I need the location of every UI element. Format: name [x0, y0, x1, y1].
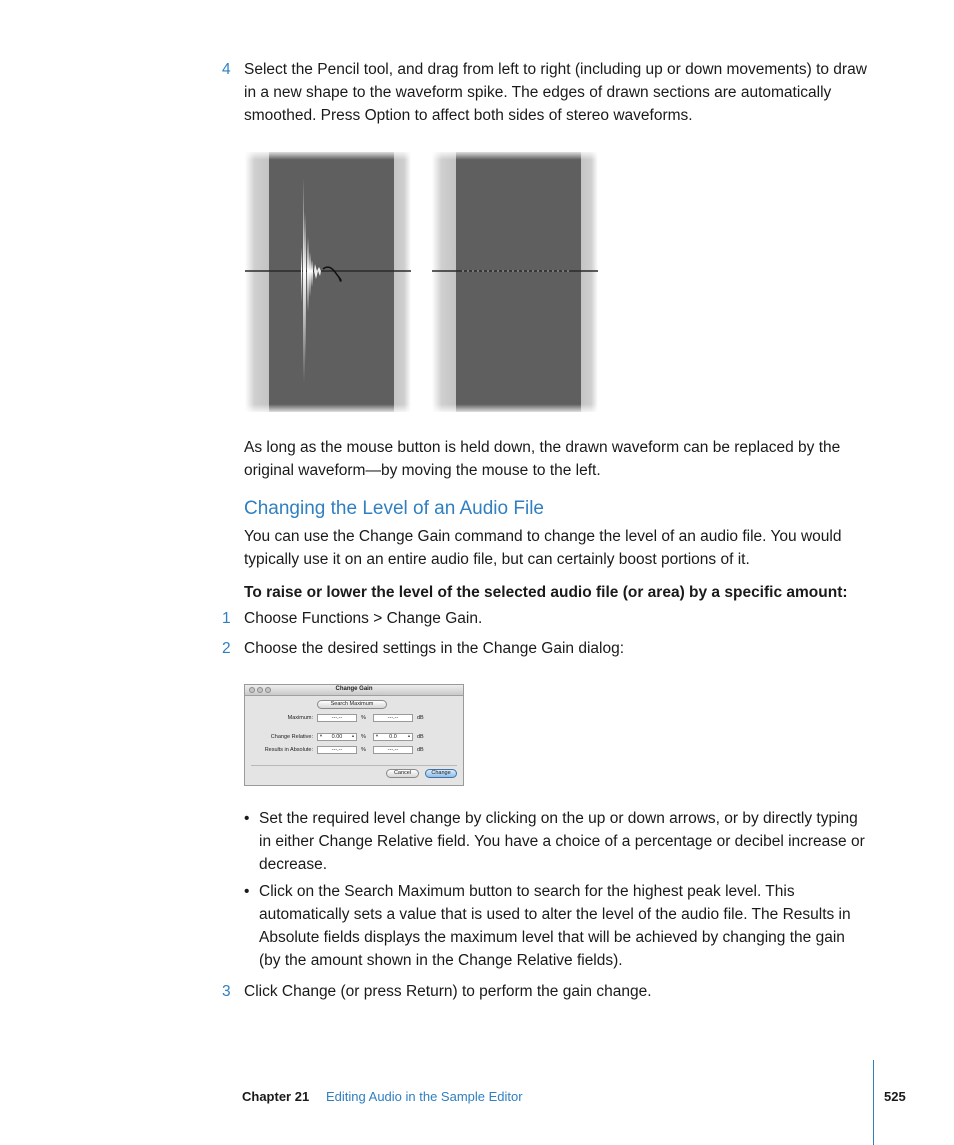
- dialog-titlebar: [245, 685, 463, 696]
- footer-divider: [873, 1060, 874, 1145]
- db-unit: dB: [417, 747, 424, 753]
- bullet-item: [244, 807, 866, 876]
- change-relative-db-field[interactable]: 0.0: [373, 733, 413, 741]
- step-3: [222, 980, 872, 1003]
- change-relative-label: Change Relative:: [270, 734, 313, 740]
- increment-arrow-icon[interactable]: ▲: [351, 733, 355, 738]
- section-heading: Changing the Level of an Audio File: [244, 498, 544, 519]
- change-button[interactable]: Change: [425, 769, 457, 778]
- percent-unit: %: [361, 747, 366, 753]
- footer-chapter-title: Editing Audio in the Sample Editor: [326, 1089, 523, 1104]
- db-unit: dB: [417, 734, 424, 740]
- mouse-held-paragraph: As long as the mouse button is held down, the drawn waveform can be replaced by the original waveform—by moving the mouse to the left.: [244, 439, 841, 479]
- change-relative-percent-field[interactable]: 0.00: [317, 733, 357, 741]
- step-1: [222, 607, 872, 630]
- percent-unit: %: [361, 734, 366, 740]
- search-maximum-button[interactable]: Search Maximum: [317, 700, 387, 709]
- step-4: [222, 58, 872, 127]
- dialog-separator: [251, 765, 457, 766]
- step-number: 2: [222, 640, 231, 657]
- bullet-icon: •: [244, 810, 250, 827]
- percent-unit: %: [361, 715, 366, 721]
- section-intro-paragraph: You can use the Change Gain command to change the level of an audio file. You would typically use it on an entire audio file, but can certainly boost portions of it.: [244, 528, 842, 568]
- maximum-label: Maximum:: [287, 715, 313, 721]
- cancel-button[interactable]: Cancel: [386, 769, 419, 778]
- step-number: 4: [222, 61, 231, 78]
- step-number: 3: [222, 983, 231, 1000]
- waveform-after-image: [432, 152, 598, 412]
- results-percent-field: ---.--: [317, 746, 357, 754]
- dialog-title: Change Gain: [335, 686, 373, 692]
- step-number: 1: [222, 610, 231, 627]
- db-unit: dB: [417, 715, 424, 721]
- step-text: Click Change (or press Return) to perform the gain change.: [244, 983, 652, 1000]
- bullet-text: Set the required level change by clicking on the up or down arrows, or by directly typing in either Change Relative field. You have a choice of a percentage or decibel increase or decrease.: [259, 810, 865, 873]
- increment-arrow-icon[interactable]: ▲: [407, 733, 411, 738]
- decrement-arrow-icon[interactable]: ▼: [319, 733, 323, 738]
- maximum-db-field: ---.--: [373, 714, 413, 722]
- bullet-icon: •: [244, 883, 250, 900]
- waveform-before-image: [245, 152, 411, 412]
- step-2: [222, 637, 872, 660]
- footer-chapter: Chapter 21: [242, 1089, 310, 1104]
- page-number: 525: [884, 1089, 906, 1104]
- step-text: Choose the desired settings in the Change Gain dialog:: [244, 640, 624, 657]
- step-text: Choose Functions > Change Gain.: [244, 610, 483, 627]
- change-gain-dialog: [244, 684, 464, 786]
- maximum-percent-field: ---.--: [317, 714, 357, 722]
- task-heading: To raise or lower the level of the selected audio file (or area) by a specific amount:: [244, 584, 848, 601]
- bullet-item: [244, 880, 866, 972]
- bullet-text: Click on the Search Maximum button to search for the highest peak level. This automatically sets a value that is used to alter the level of the audio file. The Results in Absolute fields displays the maximum level that will be achieved by changing the gain (by the amount shown in the Change Relative fields).: [259, 883, 851, 969]
- step-text: Select the Pencil tool, and drag from left to right (including up or down movements) to draw in a new shape to the waveform spike. The edges of drawn sections are automatically smoothed. Press Option to affect both sides of stereo waveforms.: [244, 61, 867, 124]
- results-in-absolute-label: Results in Absolute:: [264, 747, 313, 753]
- results-db-field: ---.--: [373, 746, 413, 754]
- decrement-arrow-icon[interactable]: ▼: [375, 733, 379, 738]
